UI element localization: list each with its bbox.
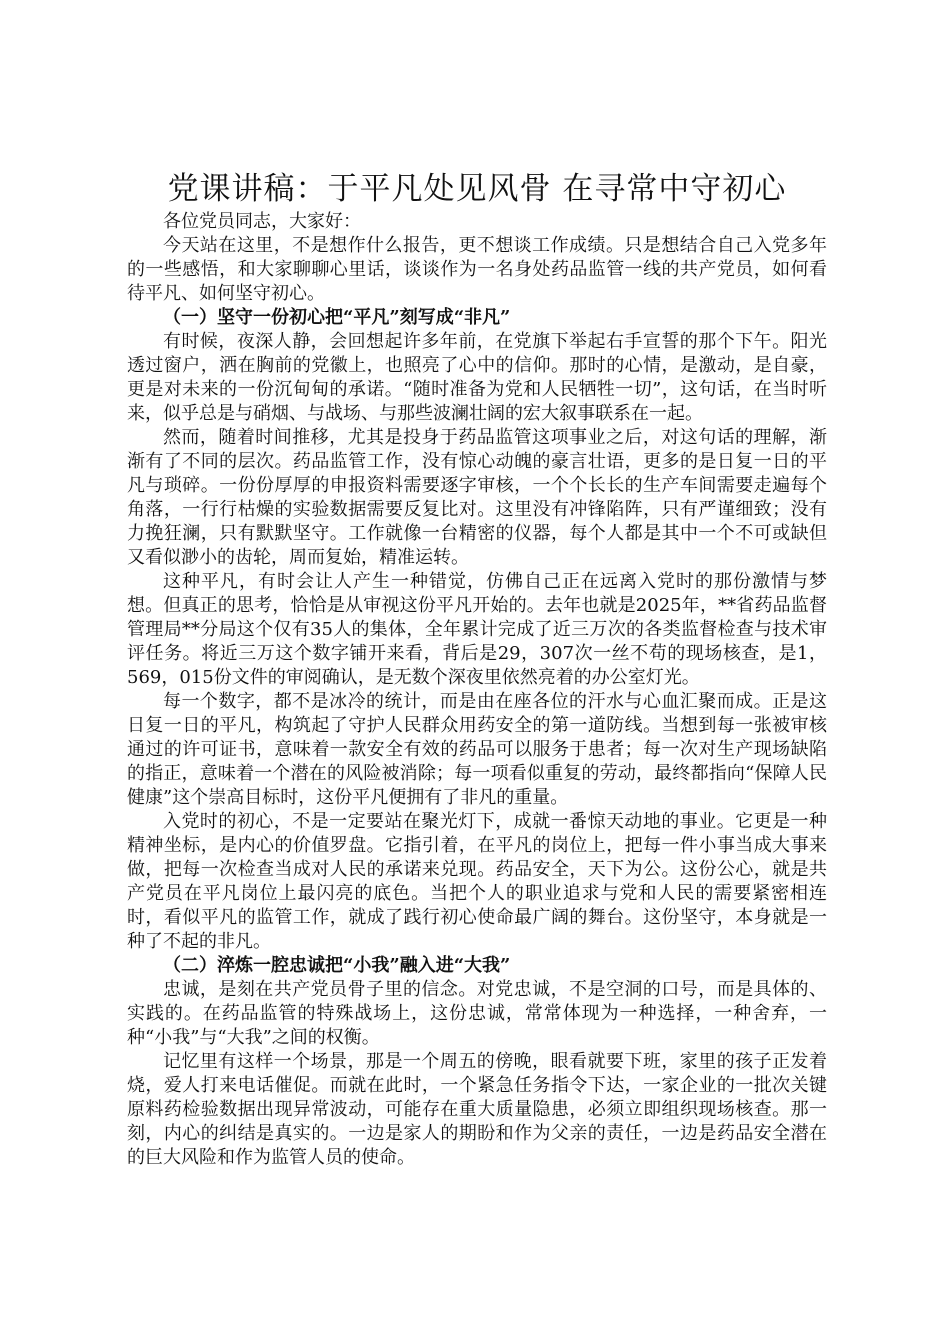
section-1-paragraph: 入党时的初心，不是一定要站在聚光灯下，成就一番惊天动地的事业。它更是一种精神坐标，是内心的价值罗盘。它指引着，在平凡的岗位上，把每一件小事当成大事来做，把每一次检查当成对人民的承诺来兑现。药品安全，天下为公。这份公心，就是共产党员在平凡岗位上最闪亮的底色。当把个人的职业追求与党和人民的需要紧密相连时，看似平凡的监管工作，就成了践行初心使命最广阔的舞台。这份坚守，本身就是一种了不起的非凡。 bbox=[127, 811, 827, 952]
section-2-paragraph: 忠诚，是刻在共产党员骨子里的信念。对党忠诚，不是空洞的口号，而是具体的、实践的。在药品监管的特殊战场上，这份忠诚，常常体现为一种选择，一种舍弃，一种“小我”与“大我”之间的权衡。 bbox=[127, 979, 827, 1048]
section-1-heading: （一）坚守一份初心把“平凡”刻写成“非凡” bbox=[163, 307, 511, 328]
document-title: 党课讲稿：于平凡处见风骨 在寻常中守初心 bbox=[167, 171, 787, 207]
section-1-paragraph: 每一个数字，都不是冰冷的统计，而是由在座各位的汗水与心血汇聚而成。正是这日复一日的平凡，构筑起了守护人民群众用药安全的第一道防线。当想到每一张被审核通过的许可证书，意味着一款安全有效的药品可以服务于患者；每一次对生产现场缺陷的指正，意味着一个潜在的风险被消除；每一项看似重复的劳动，最终都指向“保障人民健康”这个崇高目标时，这份平凡便拥有了非凡的重量。 bbox=[127, 691, 827, 808]
section-2-heading: （二）淬炼一腔忠诚把“小我”融入进“大我” bbox=[163, 955, 511, 976]
section-1-paragraph: 有时候，夜深人静，会回想起许多年前，在党旗下举起右手宣誓的那个下午。阳光透过窗户，洒在胸前的党徽上，也照亮了心中的信仰。那时的心情，是激动，是自豪，更是对未来的一份沉甸甸的承诺。“随时准备为党和人民牺牲一切”，这句话，在当时听来，似乎总是与硝烟、与战场、与那些波澜壮阔的宏大叙事联系在一起。 bbox=[127, 331, 827, 424]
salutation: 各位党员同志，大家好： bbox=[163, 211, 361, 232]
section-2-paragraph: 记忆里有这样一个场景，那是一个周五的傍晚，眼看就要下班，家里的孩子正发着烧，爱人打来电话催促。而就在此时，一个紧急任务指令下达，一家企业的一批次关键原料药检验数据出现异常波动，可能存在重大质量隐患，必须立即组织现场核查。那一刻，内心的纠结是真实的。一边是家人的期盼和作为父亲的责任，一边是药品安全潜在的巨大风险和作为监管人员的使命。 bbox=[127, 1051, 827, 1168]
intro-paragraph: 今天站在这里，不是想作什么报告，更不想谈工作成绩。只是想结合自己入党多年的一些感悟，和大家聊聊心里话，谈谈作为一名身处药品监管一线的共产党员，如何看待平凡、如何坚守初心。 bbox=[127, 235, 827, 304]
document-page bbox=[127, 168, 827, 1170]
section-1-paragraph: 这种平凡，有时会让人产生一种错觉，仿佛自己正在远离入党时的那份激情与梦想。但真正的思考，恰恰是从审视这份平凡开始的。去年也就是2025年，**省药品监督管理局**分局这个仅有35人的集体，全年累计完成了近三万次的各类监督检查与技术审评任务。将近三万这个数字铺开来看，背后是29，307次一丝不苟的现场核查，是1，569，015份文件的审阅确认，是无数个深夜里依然亮着的办公室灯光。 bbox=[127, 571, 827, 688]
section-1-paragraph: 然而，随着时间推移，尤其是投身于药品监管这项事业之后，对这句话的理解，渐渐有了不同的层次。药品监管工作，没有惊心动魄的豪言壮语，更多的是日复一日的平凡与琐碎。一份份厚厚的申报资料需要逐字审核，一个个长长的生产车间需要走遍每个角落，一行行枯燥的实验数据需要反复比对。这里没有冲锋陷阵，只有严谨细致；没有力挽狂澜，只有默默坚守。工作就像一台精密的仪器，每个人都是其中一个不可或缺但又看似渺小的齿轮，周而复始，精准运转。 bbox=[127, 427, 827, 568]
